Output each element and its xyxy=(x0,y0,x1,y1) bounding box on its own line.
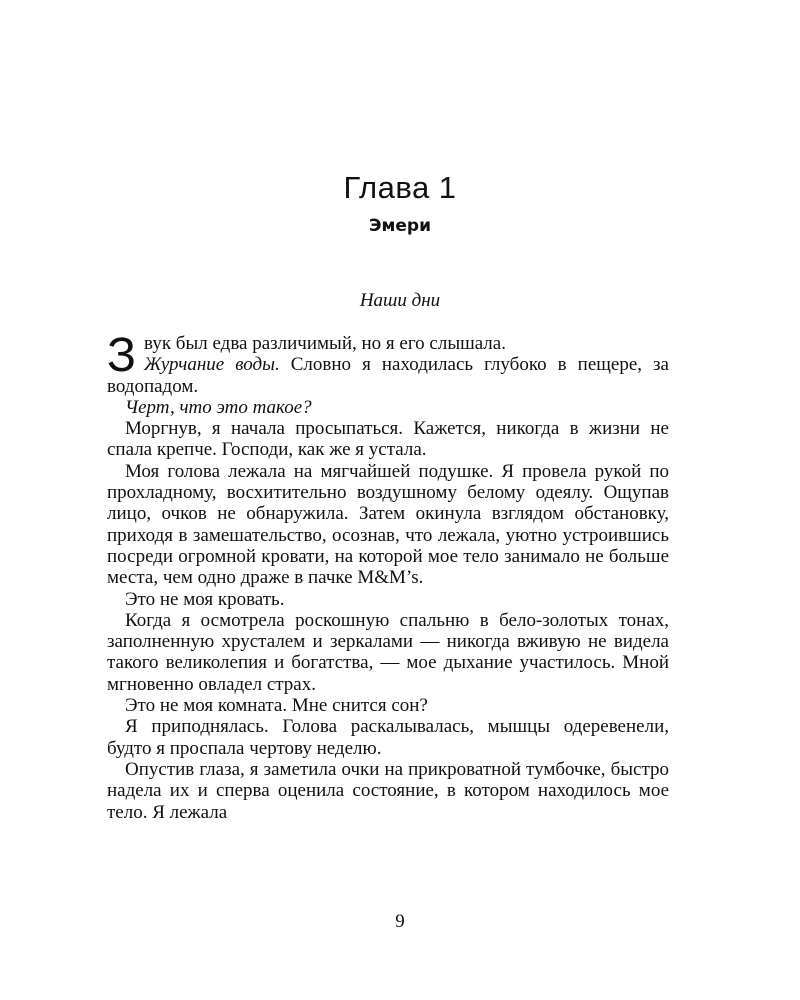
paragraph-5: Моя голова лежала на мягчайшей подушке. Я провела рукой по прохладному, восхитительно воздушному белому одеялу. Ощупав лицо, очков не обнаружила. Затем окинула взглядом обстановку, приходя в замешательство, осознав, что лежала, уютно устроившись посреди огромной кровати, на которой мое тело занимало не больше места, чем одно драже в пачке M&M’s. xyxy=(107,460,669,589)
chapter-title: Глава 1 xyxy=(343,170,457,205)
paragraph-10: Опустив глаза, я заметила очки на прикроватной тумбочке, быстро надела их и сперва оценила состояние, в котором находилось мое тело. Я лежала xyxy=(107,758,669,823)
paragraph-3 xyxy=(107,397,669,418)
paragraph-9: Я приподнялась. Голова раскалывалась, мышцы одеревенели, будто я проспала чертову неделю. xyxy=(107,716,669,759)
body-text xyxy=(107,329,669,823)
paragraph-8: Это не моя комната. Мне снится сон? xyxy=(125,695,428,717)
paragraph-1-text: вук был едва различимый, но я его слышала. xyxy=(144,333,506,354)
timeframe: Наши дни xyxy=(359,290,441,311)
page-number: 9 xyxy=(395,911,405,932)
chapter-subtitle: Эмери xyxy=(369,216,431,236)
paragraph-7: Когда я осмотрела роскошную спальню в бело-золотых тонах, заполненную хрусталем и зеркалами — никогда вживую не видела такого великолепия и богатства, — мое дыхание участилось. Мной мгновенно овладел страх. xyxy=(107,609,669,695)
paragraph-4: Моргнув, я начала просыпаться. Кажется, никогда в жизни не спала крепче. Господи, как же я устала. xyxy=(107,418,669,461)
paragraph-2-italic: Журчание воды. xyxy=(144,354,280,376)
paragraph-6: Это не моя кровать. xyxy=(125,588,285,610)
paragraph-3-italic: Черт, что это такое? xyxy=(125,396,312,418)
drop-cap: З xyxy=(107,329,136,382)
paragraph-2 xyxy=(107,354,669,397)
paragraph-2-text: Словно я находилась глубоко в пещере, за водопадом. xyxy=(107,354,669,397)
